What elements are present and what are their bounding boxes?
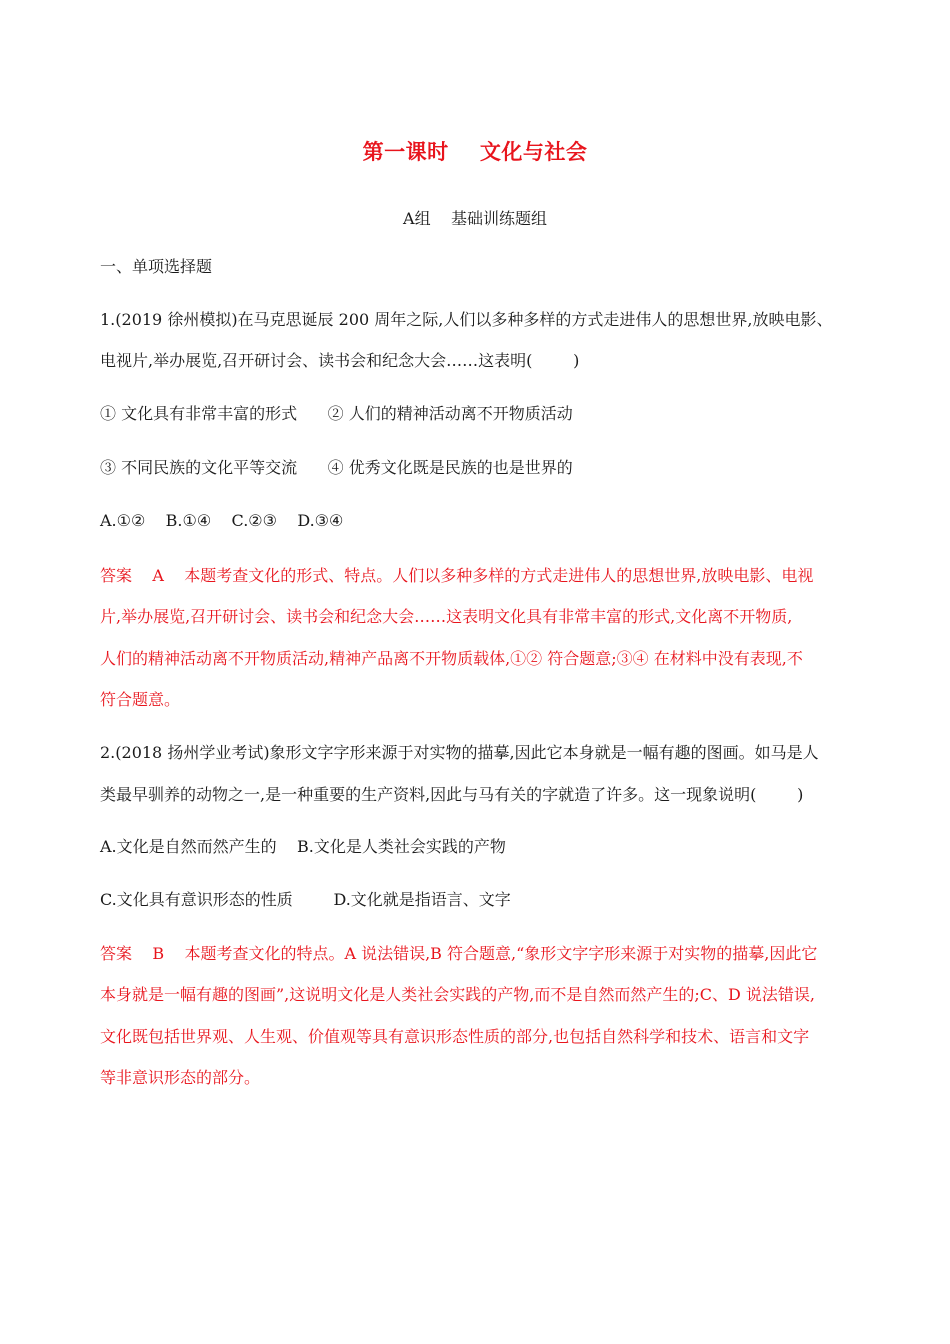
q1-stem-line-2: 电视片,举办展览,召开研讨会、读书会和纪念大会……这表明( ): [100, 351, 580, 370]
q2-answer-line-2: 本身就是一幅有趣的图画”,这说明文化是人类社会实践的产物,而不是自然而然产生的;C、D 说法错误,: [100, 985, 815, 1004]
group-heading: A组 基础训练题组: [403, 209, 547, 228]
q2-answer-line-1: 答案 B 本题考查文化的特点。A 说法错误,B 符合题意,“象形文字字形来源于对实物的描摹,因此它: [100, 944, 818, 963]
q1-answer-line-2: 片,举办展览,召开研讨会、读书会和纪念大会……这表明文化具有非常丰富的形式,文化离不开物质,: [100, 607, 793, 626]
q1-statements-row-1: ① 文化具有非常丰富的形式 ② 人们的精神活动离不开物质活动: [100, 404, 573, 423]
q1-answer-line-3: 人们的精神活动离不开物质活动,精神产品离不开物质载体,①② 符合题意;③④ 在材料中没有表现,不: [100, 649, 803, 668]
section-heading: 一、单项选择题: [100, 257, 213, 276]
q2-answer-line-4: 等非意识形态的部分。: [100, 1068, 261, 1087]
q1-statements-row-2: ③ 不同民族的文化平等交流 ④ 优秀文化既是民族的也是世界的: [100, 458, 573, 477]
page-title: 第一课时 文化与社会: [362, 140, 588, 164]
q2-answer-line-3: 文化既包括世界观、人生观、价值观等具有意识形态性质的部分,也包括自然科学和技术、语言和文字: [100, 1027, 810, 1046]
q2-stem-line-2: 类最早驯养的动物之一,是一种重要的生产资料,因此与马有关的字就造了许多。这一现象说明( ): [100, 785, 804, 804]
q2-options-row-1: A.文化是自然而然产生的 B.文化是人类社会实践的产物: [100, 837, 506, 856]
q1-options: A.①② B.①④ C.②③ D.③④: [100, 511, 344, 530]
q2-stem-line-1: 2.(2018 扬州学业考试)象形文字字形来源于对实物的描摹,因此它本身就是一幅有趣的图画。如马是人: [100, 743, 819, 762]
q1-answer-line-1: 答案 A 本题考查文化的形式、特点。人们以多种多样的方式走进伟人的思想世界,放映电影、电视: [100, 566, 814, 585]
q2-options-row-2: C.文化具有意识形态的性质 D.文化就是指语言、文字: [100, 890, 511, 909]
q1-stem-line-1: 1.(2019 徐州模拟)在马克思诞辰 200 周年之际,人们以多种多样的方式走进伟人的思想世界,放映电影、: [100, 310, 833, 329]
q1-answer-line-4: 符合题意。: [100, 690, 181, 709]
